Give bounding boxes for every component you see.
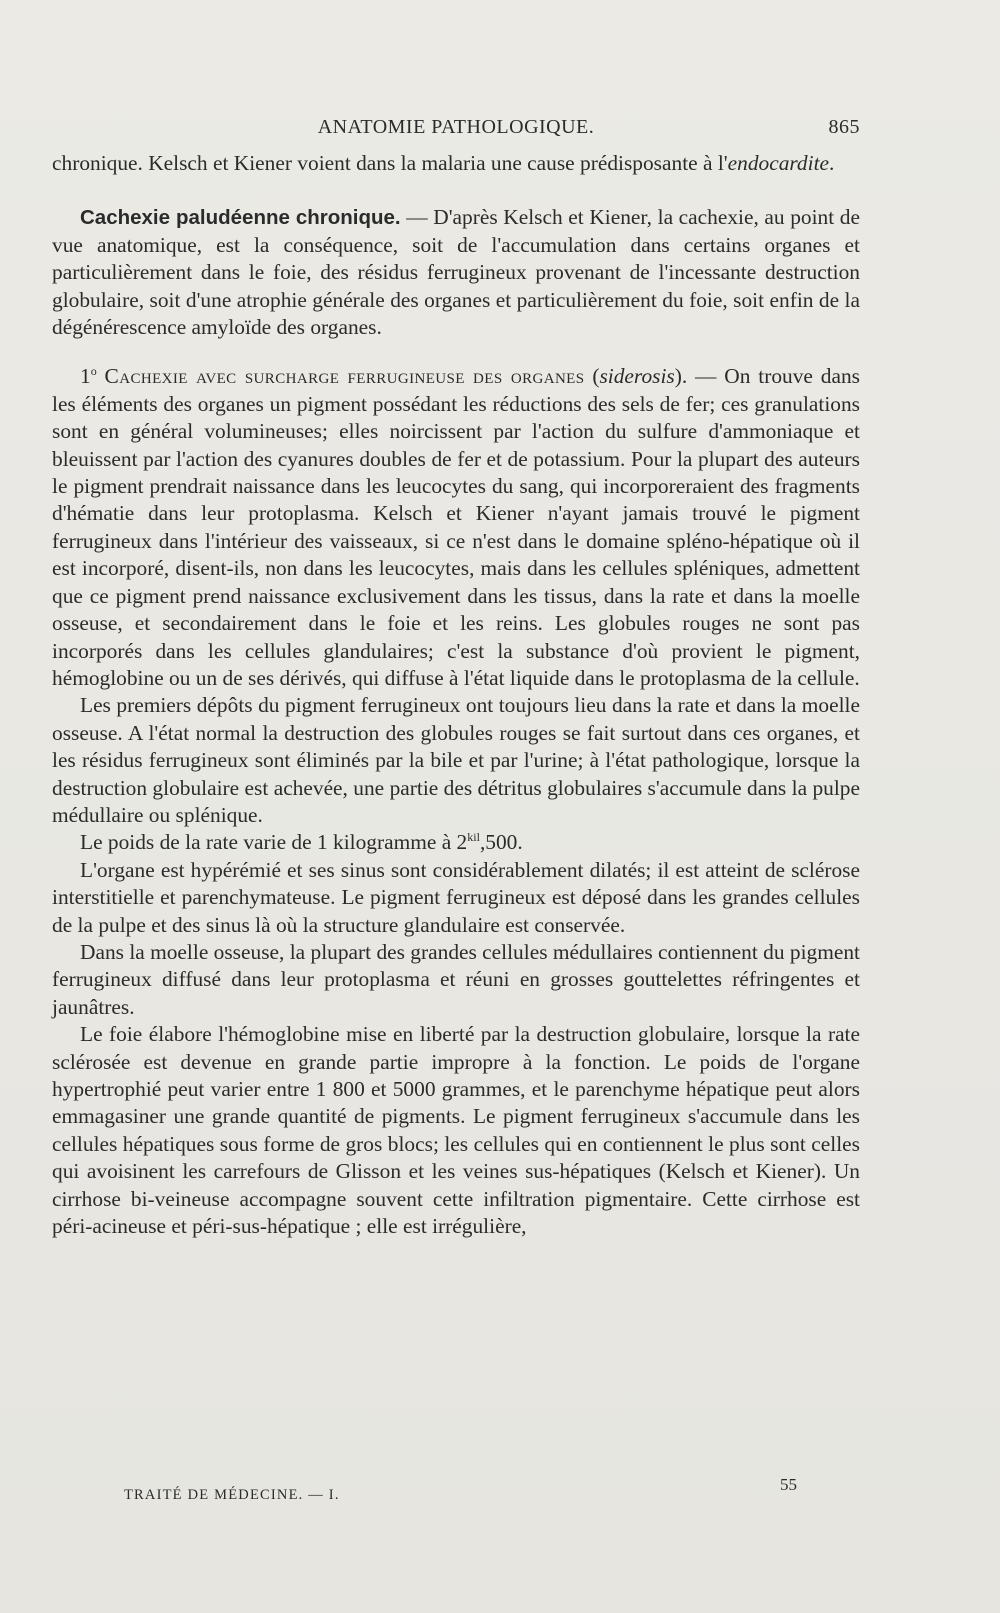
section-cachexie-paludeenne xyxy=(52,204,860,341)
page-footer xyxy=(52,1475,860,1511)
page-number: 865 xyxy=(828,116,860,138)
paragraph-text: — D'après Kelsch et Kiener, la cachexie, au point de vue anatomique, est la conséquence, soit de l'accumulation dans certains organes et particulièrement dans le foie, des résidus ferrugineux provenant de l'incessante destruction globulaire, soit d'une atrophie générale des organes et particulièrement du foie, soit enfin de la dégénérescence amyloïde des organes. xyxy=(52,205,860,340)
subsection-heading: Cachexie avec surcharge ferrugineuse des organes xyxy=(104,364,585,389)
paragraph-continuation xyxy=(52,150,860,177)
page-body xyxy=(52,150,860,1240)
emphasis-term: endocardite xyxy=(727,151,830,175)
ordinal-superscript: o xyxy=(90,364,97,379)
running-title: ANATOMIE PATHOLOGIQUE. xyxy=(317,116,595,138)
book-signature: TRAITÉ DE MÉDECINE. — I. xyxy=(124,1487,340,1503)
paragraph-text: — On trouve dans les éléments des organes un pigment possédant les réductions des sels de fer; ces granulations sont en général volumineuses; elles noircissent par l'action du sulfure d'ammoniaque et bleuissent par l'action des cyanures doubles de fer et de potassium. Pour la plupart des auteurs le pigment prendrait naissance dans les leucocytes du sang, qui incorporeraient des fragments d'hématie dans leur protoplasma. Kelsch et Kiener n'ayant jamais trouvé le pigment ferrugineux dans l'intérieur des vaisseaux, si ce n'est dans le domaine spléno-hépatique où il est incorporé, disent-ils, non dans les leucocytes, mais dans les cellules spléniques, admettent que ce pigment prend naissance exclusivement dans les tissus, dans la rate et dans la moelle osseuse, et secondairement dans le foie et les reins. Les globules rouges ne sont pas incorporés dans les cellules glandulaires; c'est la substance d'où provient le pigment, hémoglobine ou un de ses dérivés, qui diffuse à l'état liquide dans le protoplasma de la cellule. xyxy=(52,364,860,690)
punctuation: ( xyxy=(584,364,600,389)
punctuation: . xyxy=(829,151,835,175)
punctuation: ). xyxy=(674,364,688,389)
running-header xyxy=(52,116,860,142)
paragraph: L'organe est hypérémié et ses sinus sont considérablement dilatés; il est atteint de sclérose interstitielle et parenchymateuse. Le pigment ferrugineux est déposé dans les grandes cellules de la pulpe et des sinus là où la structure glandulaire est conservée. xyxy=(52,857,860,937)
section-heading: Cachexie paludéenne chronique. xyxy=(80,206,401,230)
paragraph-text: ,500. xyxy=(479,830,523,855)
paragraph-text: chronique. Kelsch et Kiener voient dans la malaria une cause prédisposante à l' xyxy=(52,151,728,175)
subsection-siderosis xyxy=(52,363,860,692)
paragraph: Le foie élabore l'hémoglobine mise en liberté par la destruction globulaire, lorsque la rate sclérosée est devenue en grande partie impropre à la fonction. Le poids de l'organe hypertrophié peut varier entre 1 800 et 5000 grammes, et le parenchyme hépatique peut alors emmagasiner une grande quantité de pigments. Le pigment ferrugineux s'accumule dans les cellules hépatiques sous forme de gros blocs; les cellules qui en contiennent le plus sont celles qui avoisinent les carrefours de Glisson et les veines sus-hépatiques (Kelsch et Kiener). Un cirrhose bi-veineuse accompagne souvent cette infiltration pigmentaire. Cette cirrhose est péri-acineuse et péri-sus-hépatique ; elle est irrégulière, xyxy=(52,1022,860,1239)
emphasis-term: siderosis xyxy=(599,364,675,389)
sheet-number: 55 xyxy=(780,1475,797,1494)
paragraph xyxy=(52,829,860,856)
paragraph: Les premiers dépôts du pigment ferrugineux ont toujours lieu dans la rate et dans la moelle osseuse. A l'état normal la destruction des globules rouges se fait surtout dans ces organes, et les résidus ferrugineux sont éliminés par la bile et par l'urine; à l'état pathologique, lorsque la destruction globulaire est achevée, une partie des détritus globulaires s'accumule dans la pulpe médullaire ou splénique. xyxy=(52,693,860,827)
unit-superscript: kil xyxy=(467,830,480,845)
subsection-number: 1 xyxy=(80,364,91,389)
paragraph-text: Le poids de la rate varie de 1 kilogramme à 2 xyxy=(80,830,468,855)
paragraph: Dans la moelle osseuse, la plupart des grandes cellules médullaires contiennent du pigment ferrugineux diffusé dans leur protoplasma et réuni en grosses gouttelettes réfringentes et jaunâtres. xyxy=(52,939,860,1019)
